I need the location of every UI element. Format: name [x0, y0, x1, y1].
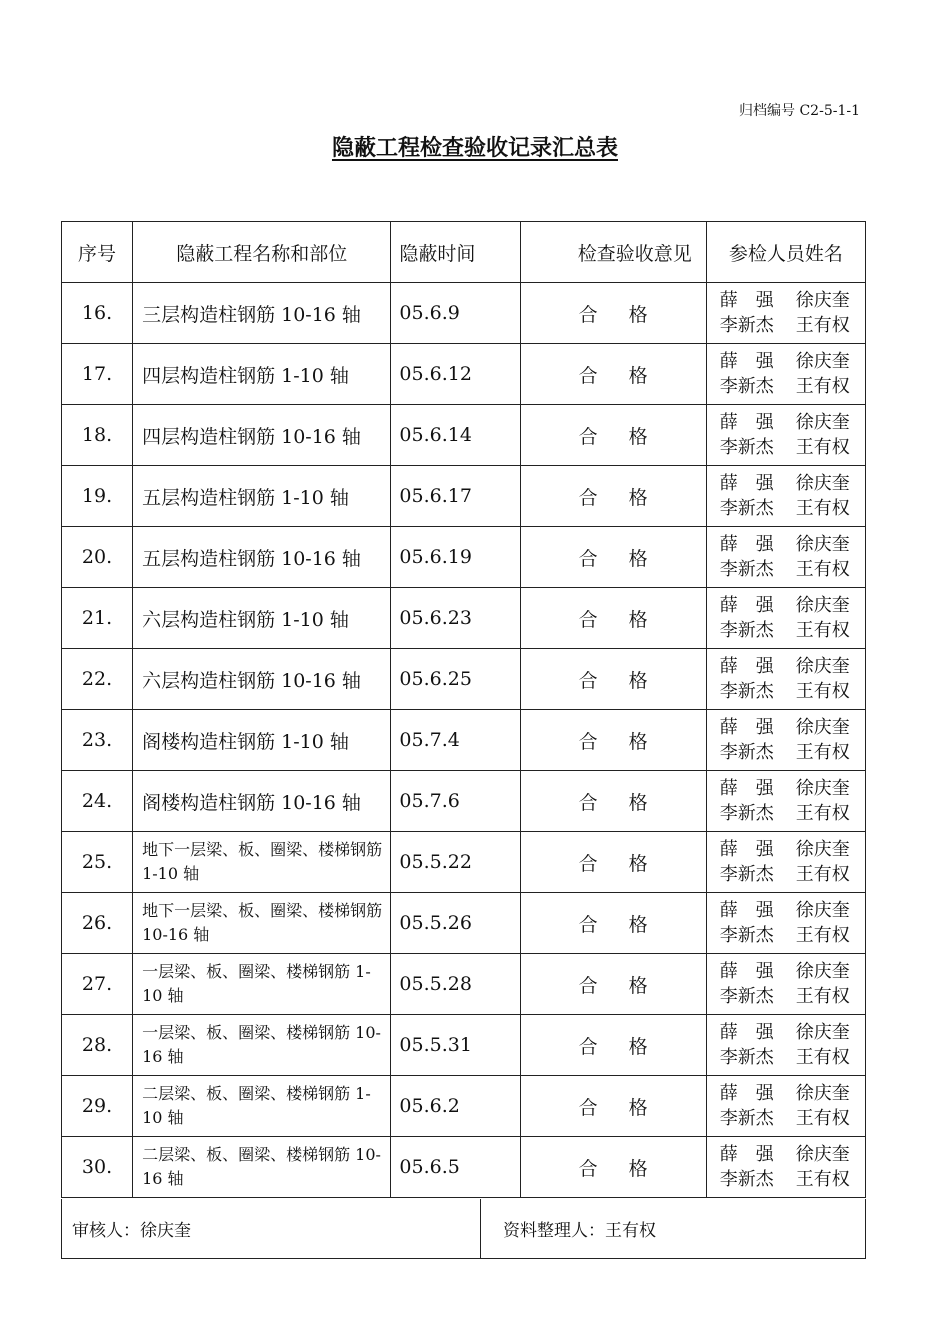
- inspection-opinion: [520, 466, 706, 527]
- opinion-char-2: 格: [628, 730, 648, 753]
- inspection-opinion: [520, 649, 706, 710]
- opinion-char-2: 格: [628, 608, 648, 631]
- concealed-date: 05.5.22: [391, 832, 520, 893]
- table-row: [62, 1137, 866, 1198]
- inspectors: [706, 710, 865, 771]
- row-number: 28.: [62, 1015, 133, 1076]
- inspector-1: 薛 强: [719, 473, 774, 494]
- inspector-2: 徐庆奎: [795, 900, 850, 921]
- concealed-date: 05.6.9: [391, 283, 520, 344]
- reviewer-field: 审核人：徐庆奎: [62, 1199, 481, 1258]
- item-name: 五层构造柱钢筋 1-10 轴: [133, 466, 391, 527]
- inspector-2: 徐庆奎: [795, 717, 850, 738]
- inspector-1: 薛 强: [719, 717, 774, 738]
- opinion-char-2: 格: [628, 364, 648, 387]
- opinion-char-2: 格: [628, 1035, 648, 1058]
- inspection-opinion: [520, 588, 706, 649]
- row-number: 19.: [62, 466, 133, 527]
- header-name: 隐蔽工程名称和部位: [133, 222, 391, 283]
- inspector-4: 王有权: [795, 437, 850, 458]
- inspector-3: 李新杰: [719, 925, 774, 946]
- header-opinion: 检查验收意见: [520, 222, 706, 283]
- table-row: [62, 344, 866, 405]
- opinion-char-2: 格: [628, 974, 648, 997]
- opinion-char-2: 格: [628, 425, 648, 448]
- item-name: 三层构造柱钢筋 10-16 轴: [133, 283, 391, 344]
- inspector-4: 王有权: [795, 559, 850, 580]
- inspector-4: 王有权: [795, 864, 850, 885]
- inspector-4: 王有权: [795, 315, 850, 336]
- inspector-1: 薛 强: [719, 1144, 774, 1165]
- opinion-char-1: 合: [578, 974, 598, 997]
- inspector-3: 李新杰: [719, 620, 774, 641]
- inspection-opinion: [520, 1076, 706, 1137]
- header-people: 参检人员姓名: [706, 222, 865, 283]
- inspector-2: 徐庆奎: [795, 1144, 850, 1165]
- inspectors: [706, 466, 865, 527]
- inspector-4: 王有权: [795, 681, 850, 702]
- inspector-4: 王有权: [795, 742, 850, 763]
- concealed-date: 05.7.4: [391, 710, 520, 771]
- opinion-char-1: 合: [578, 547, 598, 570]
- table-row: [62, 649, 866, 710]
- inspector-3: 李新杰: [719, 437, 774, 458]
- inspector-3: 李新杰: [719, 1169, 774, 1190]
- inspector-4: 王有权: [795, 1169, 850, 1190]
- item-name: 阁楼构造柱钢筋 10-16 轴: [133, 771, 391, 832]
- item-name: 五层构造柱钢筋 10-16 轴: [133, 527, 391, 588]
- inspector-1: 薛 强: [719, 1022, 774, 1043]
- concealed-date: 05.6.25: [391, 649, 520, 710]
- inspector-3: 李新杰: [719, 376, 774, 397]
- inspectors: [706, 954, 865, 1015]
- inspectors: [706, 893, 865, 954]
- inspector-2: 徐庆奎: [795, 778, 850, 799]
- inspector-1: 薛 强: [719, 595, 774, 616]
- header-no: 序号: [62, 222, 133, 283]
- inspector-2: 徐庆奎: [795, 534, 850, 555]
- header-date: 隐蔽时间: [391, 222, 520, 283]
- opinion-char-1: 合: [578, 1157, 598, 1180]
- concealed-date: 05.5.31: [391, 1015, 520, 1076]
- table-row: [62, 954, 866, 1015]
- inspection-opinion: [520, 771, 706, 832]
- opinion-char-1: 合: [578, 913, 598, 936]
- opinion-char-1: 合: [578, 608, 598, 631]
- organizer-field: 资料整理人：王有权: [503, 1221, 656, 1241]
- inspector-1: 薛 强: [719, 412, 774, 433]
- concealed-date: 05.6.17: [391, 466, 520, 527]
- row-number: 17.: [62, 344, 133, 405]
- concealed-date: 05.6.23: [391, 588, 520, 649]
- opinion-char-1: 合: [578, 730, 598, 753]
- inspector-2: 徐庆奎: [795, 290, 850, 311]
- row-number: 22.: [62, 649, 133, 710]
- archive-number: 归档编号 C2-5-1-1: [739, 103, 860, 119]
- inspection-opinion: [520, 893, 706, 954]
- concealed-date: 05.6.19: [391, 527, 520, 588]
- concealed-date: 05.6.5: [391, 1137, 520, 1198]
- concealed-date: 05.5.28: [391, 954, 520, 1015]
- inspector-4: 王有权: [795, 803, 850, 824]
- item-name: 二层梁、板、圈梁、楼梯钢筋 10-16 轴: [133, 1137, 391, 1198]
- inspector-2: 徐庆奎: [795, 351, 850, 372]
- opinion-char-2: 格: [628, 852, 648, 875]
- concealed-date: 05.6.2: [391, 1076, 520, 1137]
- concealed-date: 05.6.12: [391, 344, 520, 405]
- row-number: 23.: [62, 710, 133, 771]
- item-name: 二层梁、板、圈梁、楼梯钢筋 1-10 轴: [133, 1076, 391, 1137]
- item-name: 阁楼构造柱钢筋 1-10 轴: [133, 710, 391, 771]
- item-name: 一层梁、板、圈梁、楼梯钢筋 1-10 轴: [133, 954, 391, 1015]
- row-number: 24.: [62, 771, 133, 832]
- opinion-char-2: 格: [628, 303, 648, 326]
- inspectors: [706, 1076, 865, 1137]
- row-number: 20.: [62, 527, 133, 588]
- inspector-1: 薛 强: [719, 290, 774, 311]
- item-name: 四层构造柱钢筋 10-16 轴: [133, 405, 391, 466]
- opinion-char-1: 合: [578, 1096, 598, 1119]
- inspector-2: 徐庆奎: [795, 473, 850, 494]
- opinion-char-1: 合: [578, 303, 598, 326]
- inspector-3: 李新杰: [719, 559, 774, 580]
- table-header-row: [62, 222, 866, 283]
- inspection-opinion: [520, 710, 706, 771]
- inspectors: [706, 344, 865, 405]
- inspector-1: 薛 强: [719, 534, 774, 555]
- opinion-char-2: 格: [628, 1157, 648, 1180]
- row-number: 29.: [62, 1076, 133, 1137]
- table-row: [62, 832, 866, 893]
- table-row: [62, 405, 866, 466]
- concealed-date: 05.6.14: [391, 405, 520, 466]
- inspector-2: 徐庆奎: [795, 1083, 850, 1104]
- opinion-char-1: 合: [578, 669, 598, 692]
- item-name: 一层梁、板、圈梁、楼梯钢筋 10-16 轴: [133, 1015, 391, 1076]
- inspection-opinion: [520, 954, 706, 1015]
- inspection-opinion: [520, 832, 706, 893]
- item-name: 六层构造柱钢筋 1-10 轴: [133, 588, 391, 649]
- item-name: 四层构造柱钢筋 1-10 轴: [133, 344, 391, 405]
- inspector-4: 王有权: [795, 925, 850, 946]
- inspection-opinion: [520, 1015, 706, 1076]
- page-title: [0, 131, 950, 162]
- inspector-3: 李新杰: [719, 681, 774, 702]
- table-row: [62, 588, 866, 649]
- inspector-2: 徐庆奎: [795, 595, 850, 616]
- opinion-char-2: 格: [628, 791, 648, 814]
- inspectors: [706, 283, 865, 344]
- opinion-char-1: 合: [578, 791, 598, 814]
- inspector-3: 李新杰: [719, 1108, 774, 1129]
- table-row: [62, 771, 866, 832]
- opinion-char-2: 格: [628, 913, 648, 936]
- inspector-3: 李新杰: [719, 864, 774, 885]
- inspector-4: 王有权: [795, 1108, 850, 1129]
- concealed-date: 05.5.26: [391, 893, 520, 954]
- inspectors: [706, 1015, 865, 1076]
- table-row: [62, 1076, 866, 1137]
- inspector-1: 薛 强: [719, 351, 774, 372]
- opinion-char-1: 合: [578, 364, 598, 387]
- inspector-4: 王有权: [795, 986, 850, 1007]
- inspector-3: 李新杰: [719, 742, 774, 763]
- inspection-opinion: [520, 283, 706, 344]
- row-number: 16.: [62, 283, 133, 344]
- signature-footer: [61, 1199, 866, 1259]
- inspector-2: 徐庆奎: [795, 839, 850, 860]
- summary-table: [61, 221, 866, 1198]
- opinion-char-1: 合: [578, 852, 598, 875]
- inspector-3: 李新杰: [719, 986, 774, 1007]
- inspector-4: 王有权: [795, 376, 850, 397]
- item-name: 地下一层梁、板、圈梁、楼梯钢筋 1-10 轴: [133, 832, 391, 893]
- table-row: [62, 893, 866, 954]
- inspector-1: 薛 强: [719, 656, 774, 677]
- inspector-3: 李新杰: [719, 803, 774, 824]
- item-name: 六层构造柱钢筋 10-16 轴: [133, 649, 391, 710]
- inspectors: [706, 588, 865, 649]
- inspector-1: 薛 强: [719, 839, 774, 860]
- inspectors: [706, 649, 865, 710]
- inspector-2: 徐庆奎: [795, 412, 850, 433]
- inspector-3: 李新杰: [719, 498, 774, 519]
- inspector-1: 薛 强: [719, 778, 774, 799]
- inspection-opinion: [520, 344, 706, 405]
- opinion-char-1: 合: [578, 1035, 598, 1058]
- inspector-2: 徐庆奎: [795, 961, 850, 982]
- inspection-opinion: [520, 527, 706, 588]
- table-row: [62, 283, 866, 344]
- inspection-opinion: [520, 405, 706, 466]
- inspector-1: 薛 强: [719, 1083, 774, 1104]
- inspector-1: 薛 强: [719, 900, 774, 921]
- table-row: [62, 527, 866, 588]
- inspectors: [706, 527, 865, 588]
- row-number: 27.: [62, 954, 133, 1015]
- opinion-char-2: 格: [628, 547, 648, 570]
- inspector-3: 李新杰: [719, 315, 774, 336]
- inspection-opinion: [520, 1137, 706, 1198]
- opinion-char-2: 格: [628, 669, 648, 692]
- row-number: 26.: [62, 893, 133, 954]
- row-number: 30.: [62, 1137, 133, 1198]
- opinion-char-2: 格: [628, 486, 648, 509]
- inspectors: [706, 771, 865, 832]
- table-row: [62, 1015, 866, 1076]
- inspector-4: 王有权: [795, 1047, 850, 1068]
- inspector-4: 王有权: [795, 620, 850, 641]
- inspectors: [706, 1137, 865, 1198]
- inspector-1: 薛 强: [719, 961, 774, 982]
- row-number: 25.: [62, 832, 133, 893]
- item-name: 地下一层梁、板、圈梁、楼梯钢筋 10-16 轴: [133, 893, 391, 954]
- opinion-char-1: 合: [578, 486, 598, 509]
- opinion-char-1: 合: [578, 425, 598, 448]
- row-number: 21.: [62, 588, 133, 649]
- inspectors: [706, 405, 865, 466]
- inspectors: [706, 832, 865, 893]
- opinion-char-2: 格: [628, 1096, 648, 1119]
- inspector-3: 李新杰: [719, 1047, 774, 1068]
- table-row: [62, 710, 866, 771]
- inspector-4: 王有权: [795, 498, 850, 519]
- table-row: [62, 466, 866, 527]
- inspector-2: 徐庆奎: [795, 1022, 850, 1043]
- page-title-text: 隐蔽工程检查验收记录汇总表: [331, 135, 618, 161]
- row-number: 18.: [62, 405, 133, 466]
- inspector-2: 徐庆奎: [795, 656, 850, 677]
- concealed-date: 05.7.6: [391, 771, 520, 832]
